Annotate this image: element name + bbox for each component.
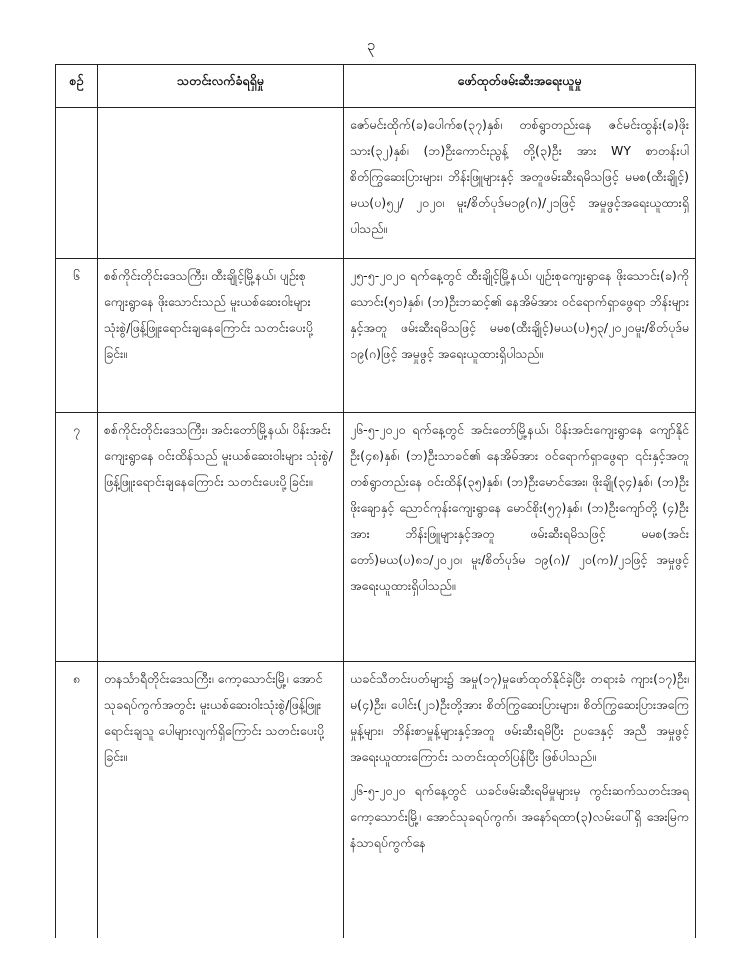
report-table xyxy=(55,64,696,938)
action-paragraph: ၂၆-၅-၂၀၂၀ ရက်နေ့တွင် အင်းတော်မြို့နယ်၊ ပိန်းအင်းကျေးရွာနေ ကျော်နိုင်ဦး(၄၈)နှစ်၊ (ဘ)ဦးသာခင်၏ နေအိမ်အား ဝင်ရောက်ရှာဖွေရာ ၎င်းနှင့်အတူ တစ်ရွာတည်းနေ ဝင်းထိန်(၃၅)နှစ်၊ (ဘ)ဦးမောင်အေး၊ ဖိုးချို(၃၄)နှစ်၊ (ဘ)ဦးဖိုးချောနှင့် ညောင်ကုန်းကျေးရွာနေ မောင်စိုး(၅၇)နှစ်၊ (ဘ)ဦးကျော်တို့ (၄)ဦးအား ဘိန်းဖြူများနှင့်အတူ ဖမ်းဆီးရမိသဖြင့် မမစ(အင်းတော်)မယ(ပ)၈၁/၂၀၂၀၊ မူး/စိတ်ပုဒ်မ ၁၉(ဂ)/ ၂၀(က)/၂၁ဖြင့် အမှုဖွင့် အရေးယူထားရှိပါသည်။ xyxy=(350,422,689,593)
row-number: ၇ xyxy=(56,413,98,662)
table-row xyxy=(56,413,696,662)
table-row xyxy=(56,108,696,259)
info-cell: တနင်္သာရီတိုင်းဒေသကြီး၊ ကော့သောင်းမြို့၊ အောင်သုခရပ်ကွက်အတွင်း မူးယစ်ဆေးဝါးသုံးစွဲ/ဖြန့်ဖြူးရောင်းချသူ ပေါများလျက်ရှိကြောင်း သတင်းပေးပို့ခြင်း။ xyxy=(98,662,344,939)
info-cell xyxy=(98,108,344,259)
info-cell: စစ်ကိုင်းတိုင်းဒေသကြီး၊ ထီးချိုင့်မြို့နယ်၊ ပျဉ်းစုကျေးရွာနေ ဖိုးသောင်းသည် မူးယစ်ဆေးဝါးများ သုံးစွဲ/ဖြန့်ဖြူးရောင်းချနေကြောင်း သတင်းပေးပို့ခြင်း။ xyxy=(98,259,344,413)
action-cell xyxy=(344,662,696,939)
action-cell xyxy=(344,259,696,413)
column-header-action: ဖော်ထုတ်ဖမ်းဆီးအရေးယူမှု xyxy=(344,65,696,108)
row-number: ၈ xyxy=(56,662,98,939)
row-number: ၆ xyxy=(56,259,98,413)
page-number: ၃ xyxy=(366,36,376,54)
column-header-no: စဉ် xyxy=(56,65,98,108)
row-number xyxy=(56,108,98,259)
action-cell xyxy=(344,108,696,259)
action-paragraph: ဇော်မင်းထိုက်(ခ)ပေါက်စ(၃၇)နှစ်၊ တစ်ရွာတည်းနေ ဇင်မင်းထွန်း(ခ)ဖိုးသား(၃၂)နှစ်၊ (ဘ)ဦးကောင်းညွန့် တို့(၃)ဦး အား WY စာတန်းပါစိတ်ကြွဆေးပြားများ၊ ဘိန်းဖြူများနှင့် အတူဖမ်းဆီးရမိသဖြင့် မမစ(ထီးချိုင့်) မယ(ပ)၅၂/ ၂၀၂၀၊ မူး/စိတ်ပုဒ်မ၁၉(ဂ)/၂၁ဖြင့် အမှုဖွင့်အရေးယူထားရှိ ပါသည်။ xyxy=(350,117,689,236)
table-row xyxy=(56,259,696,413)
table-header-row xyxy=(56,65,696,108)
action-cell xyxy=(344,413,696,662)
info-cell: စစ်ကိုင်းတိုင်းဒေသကြီး၊ အင်းတော်မြို့နယ်၊ ပိန်းအင်းကျေးရွာနေ ဝင်းထိန်သည် မူးယစ်ဆေးဝါးများ သုံးစွဲ/ဖြန့်ဖြူးရောင်းချနေကြောင်း သတင်းပေးပို့ခြင်း။ xyxy=(98,413,344,662)
action-paragraph: ယခင်သီတင်းပတ်များ၌ အမှု(၁၇)မှုဖော်ထုတ်နိုင်ခဲ့ပြီး တရားခံ ကျား(၁၇)ဦး၊ မ(၄)ဦး၊ ပေါင်း(၂၁)ဦးတို့အား စိတ်ကြွဆေးပြားများ၊ စိတ်ကြွဆေးပြားအကြေမှုန့်များ၊ ဘိန်းစာမှုန့်များနှင့်အတူ ဖမ်းဆီးရမိပြီး ဥပဒေနှင့် အညီ အမှုဖွင့်အရေးယူထားကြောင်း သတင်းထုတ်ပြန်ပြီး ဖြစ်ပါသည်။ xyxy=(350,671,689,764)
action-paragraph: ၂၅-၅-၂၀၂၀ ရက်နေ့တွင် ထီးချိုင့်မြို့နယ်၊ ပျဉ်းစုကျေးရွာနေ ဖိုးသောင်း(ခ)ကိုသောင်း(၅၁)နှစ်၊ (ဘ)ဦးဘဆင့်၏ နေအိမ်အား ဝင်ရောက်ရှာဖွေရာ ဘိန်းများနှင့်အတူ ဖမ်းဆီးရမိသဖြင့် မမစ(ထီးချိုင့်)မယ(ပ)၅၃/၂၀၂၀မူး/စိတ်ပုဒ်မ ၁၉(ဂ)ဖြင့် အမှုဖွင့် အရေးယူထားရှိပါသည်။ xyxy=(350,268,689,361)
table-row xyxy=(56,662,696,939)
action-paragraph: ၂၆-၅-၂၀၂၀ ရက်နေ့တွင် ယခင်ဖမ်းဆီးရမိမှုများမှ ကွင်းဆက်သတင်းအရ ကော့သောင်းမြို့၊ အောင်သုခရပ်ကွက်၊ အနော်ရထာ(၃)လမ်းပေါ်ရှိ အေးမြကနံသာရပ်ကွက်နေ xyxy=(350,783,689,850)
column-header-info: သတင်းလက်ခံရရှိမှု xyxy=(98,65,344,108)
